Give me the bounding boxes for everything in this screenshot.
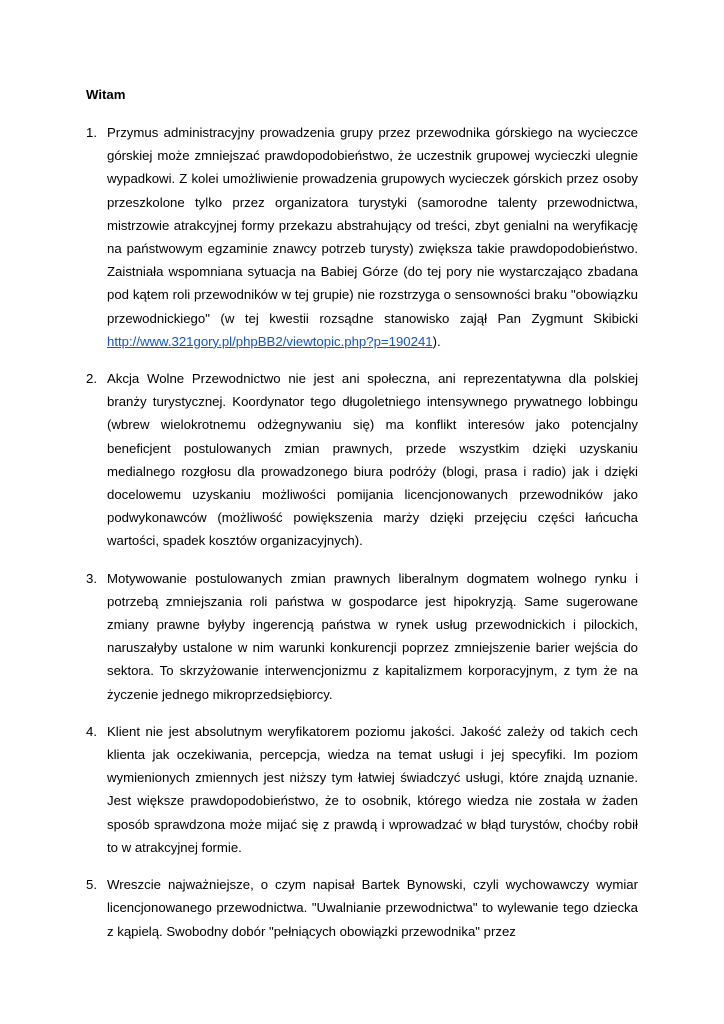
list-item [86,121,638,353]
list-item [86,567,638,706]
list-item-text-end: ). [432,333,441,349]
list-item-number: 3. [86,570,97,586]
list-item-number: 2. [86,371,97,387]
list-item-text: Akcja Wolne Przewodnictwo nie jest ani społeczna, ani reprezentatywna dla polskiej branży turystycznej. Koordynator tego długoletniego intensywnego prywatnego lobbingu (wbrew wielokrotnemu odżegnywaniu się) ma konflikt interesów jako potencjalny beneficjent postulowanych zmian prawnych, przede wszystkim dzięki uzyskaniu medialnego rozgłosu dla prowadzonego biura podróży (blogi, prasa i radio) jak i dzięki docelowemu uzyskaniu możliwości pomijania licencjonowanych przewodników jako podwykonawców (możliwość powiększenia marży dzięki przejęciu części łańcucha wartości, spadek kosztów organizacyjnych). [107,371,638,549]
list-item-number: 1. [86,125,97,140]
forum-link[interactable]: http://www.321gory.pl/phpBB2/viewtopic.php?p=190241 [107,333,433,349]
list-item [86,720,638,859]
list-item-number: 4. [86,723,97,739]
list-item-text: Wreszcie najważniejsze, o czym napisał Bartek Bynowski, czyli wychowawczy wymiar licencjonowanego przewodnictwa. "Uwalnianie przewodnictwa" to wylewanie tego dziecka z kąpielą. Swobodny dobór "pełniących obowiązki przewodnika" przez [107,877,638,939]
list-item-text: Klient nie jest absolutnym weryfikatorem poziomu jakości. Jakość zależy od takich cech klienta jak oczekiwania, percepcja, wiedza na temat usługi i jej specyfiki. Im poziom wymienionych zmiennych jest niższy tym łatwiej świadczyć usługi, które znajdą uznanie. Jest większe prawdopodobieństwo, że to osobnik, którego wiedza nie została w żaden sposób sprawdzona może mijać się z prawdą i wprowadzać w błąd turystów, choćby robił to w atrakcyjnej formie. [107,723,638,855]
points-list [86,121,638,943]
list-item-text: Motywowanie postulowanych zmian prawnych liberalnym dogmatem wolnego rynku i potrzebą zmniejszania roli państwa w gospodarce jest hipokryzją. Same sugerowane zmiany prawne byłyby ingerencją państwa w rynek usług przewodnickich i pilockich, naruszałyby ustalone w nim warunki konkurencji poprzez zmniejszenie barier wejścia do sektora. To skrzyżowanie interwencjonizmu z kapitalizmem korporacyjnym, z tym że na życzenie jednego mikroprzedsiębiorcy. [107,570,638,702]
list-item [86,873,638,943]
list-item-number: 5. [86,877,97,893]
greeting-heading: Witam [86,87,126,102]
list-item [86,367,638,553]
list-item-text: Przymus administracyjny prowadzenia grupy przez przewodnika górskiego na wycieczce górskiej może zmniejszać prawdopodobieństwo, że uczestnik grupowej wycieczki ulegnie wypadkowi. Z kolei umożliwienie prowadzenia grupowych wycieczek górskich przez osoby przeszkolone tylko przez organizatora turystyki (samorodne talenty przewodnictwa, mistrzowie atrakcyjnej formy przekazu abstrahujący od treści, zbyt genialni na weryfikację na państwowym egzaminie znawcy potrzeb turysty) zwiększa takie prawdopodobieństwo. Zaistniała wspomniana sytuacja na Babiej Górze (do tej pory nie wystarczająco zbadana pod kątem roli przewodników w tej grupie) nie rozstrzyga o sensowności braku "obowiązku przewodnickiego" (w tej kwestii rozsądne stanowisko zajął Pan Zygmunt Skibicki [107,125,638,326]
